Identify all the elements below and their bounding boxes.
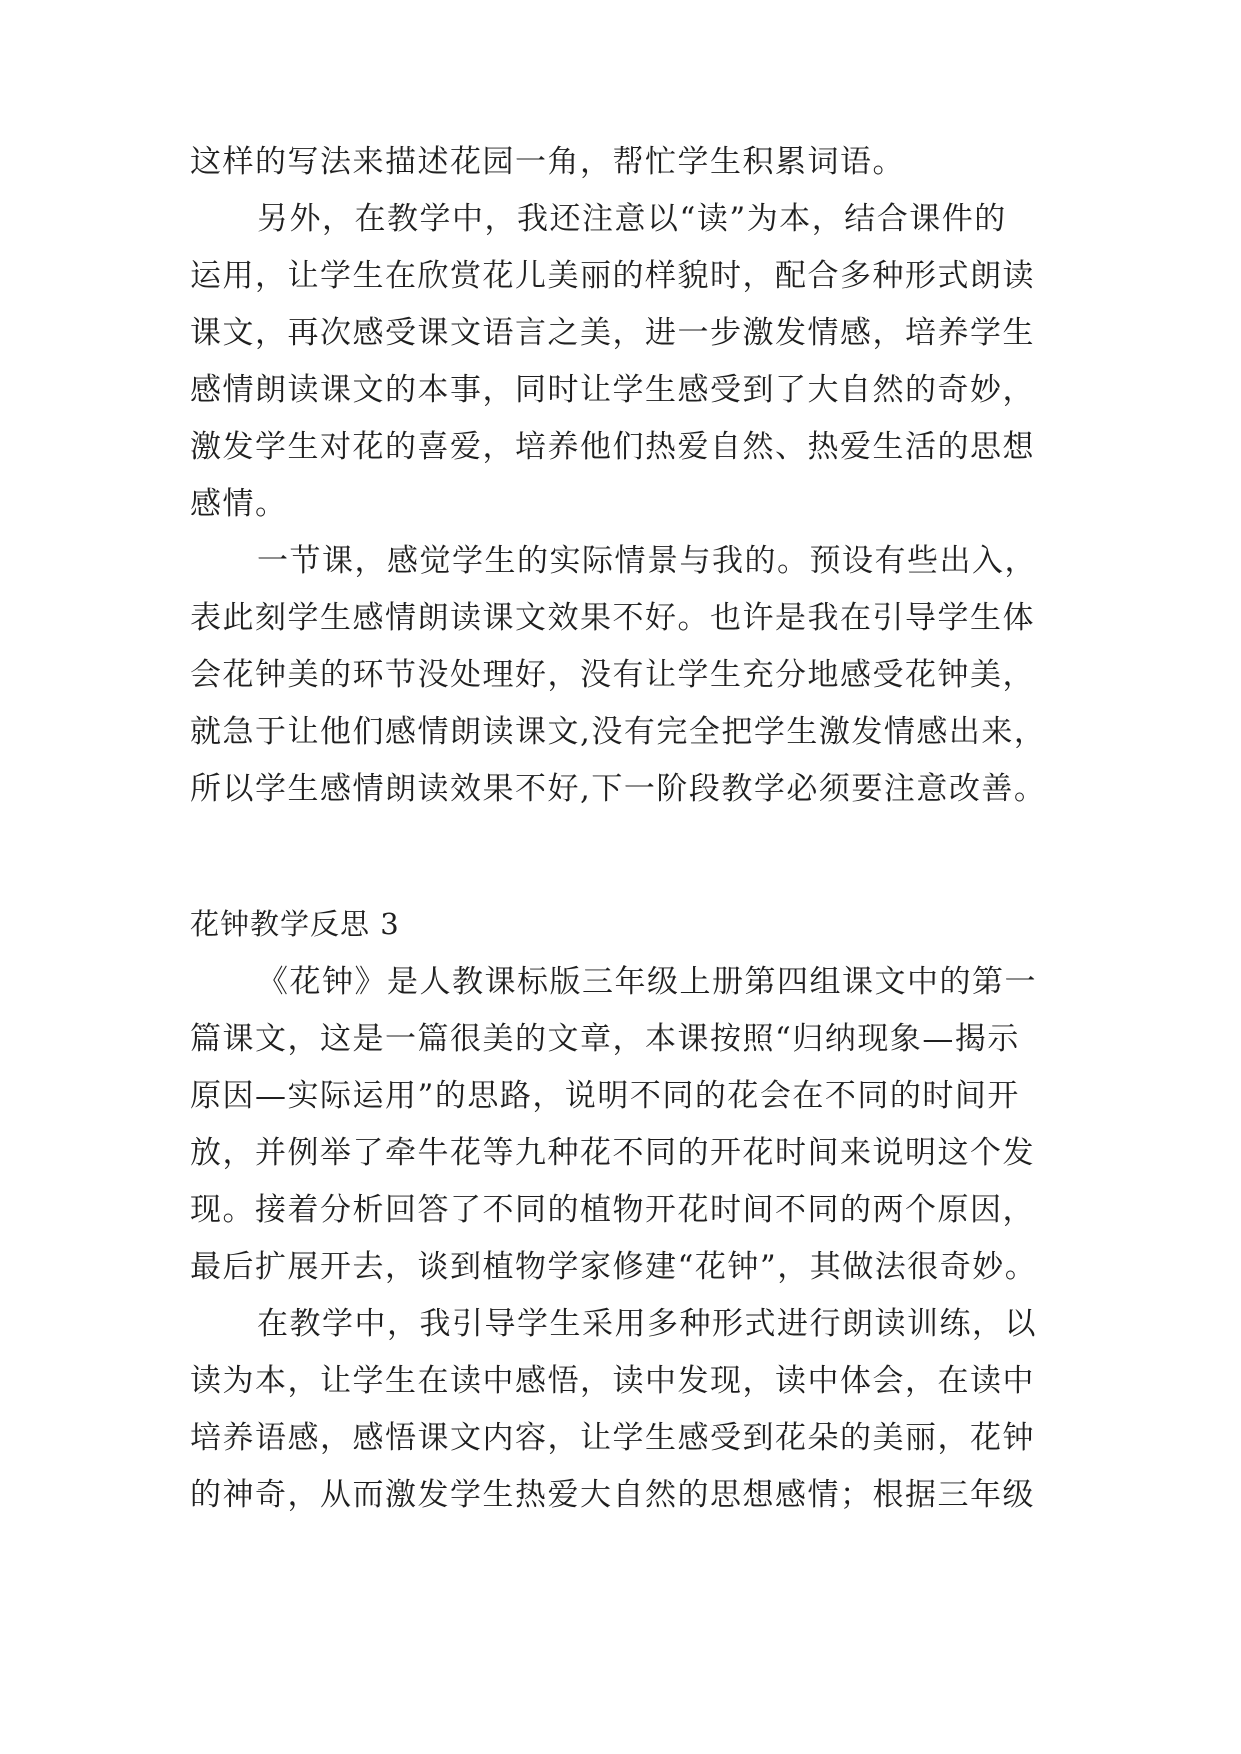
text-line: 激发学生对花的喜爱，培养他们热爱自然、热爱生活的思想 (190, 429, 1035, 465)
text-line: 课文，再次感受课文语言之美，进一步激发情感，培养学生 (190, 315, 1035, 351)
text-line: 就急于让他们感情朗读课文,没有完全把学生激发情感出来， (190, 714, 1047, 750)
text-line: 运用，让学生在欣赏花儿美丽的样貌时，配合多种形式朗读 (190, 258, 1035, 294)
text-line: 所以学生感情朗读效果不好,下一阶段教学必须要注意改善。 (190, 771, 1047, 807)
text-line: 最后扩展开去，谈到植物学家修建“花钟”，其做法很奇妙。 (190, 1249, 1038, 1285)
text-line: 培养语感，感悟课文内容，让学生感受到花朵的美丽，花钟 (190, 1420, 1035, 1456)
paragraph-start-line: 另外，在教学中，我还注意以“读”为本，结合课件的 (257, 201, 1007, 237)
text-line: 现。接着分析回答了不同的植物开花时间不同的两个原因， (190, 1192, 1035, 1228)
section-heading: 花钟教学反思 3 (190, 907, 400, 941)
paragraph-start-line: 在教学中，我引导学生采用多种形式进行朗读训练，以 (257, 1306, 1037, 1342)
text-line: 感情朗读课文的本事，同时让学生感受到了大自然的奇妙， (190, 372, 1035, 408)
text-line: 表此刻学生感情朗读课文效果不好。也许是我在引导学生体 (190, 600, 1035, 636)
paragraph-start-line: 《花钟》是人教课标版三年级上册第四组课文中的第一 (257, 964, 1037, 1000)
text-line: 读为本，让学生在读中感悟，读中发现，读中体会，在读中 (190, 1363, 1035, 1399)
text-line: 篇课文，这是一篇很美的文章，本课按照“归纳现象—揭示 (190, 1021, 1020, 1057)
text-line: 这样的写法来描述花园一角，帮忙学生积累词语。 (190, 144, 905, 180)
text-line: 会花钟美的环节没处理好，没有让学生充分地感受花钟美， (190, 657, 1035, 693)
text-line: 放，并例举了牵牛花等九种花不同的开花时间来说明这个发 (190, 1135, 1035, 1171)
text-line: 感情。 (190, 486, 288, 522)
paragraph-start-line: 一节课，感觉学生的实际情景与我的。预设有些出入， (257, 543, 1037, 579)
text-line: 原因—实际运用”的思路，说明不同的花会在不同的时间开 (190, 1078, 1020, 1114)
text-line: 的神奇，从而激发学生热爱大自然的思想感情；根据三年级 (190, 1477, 1035, 1513)
